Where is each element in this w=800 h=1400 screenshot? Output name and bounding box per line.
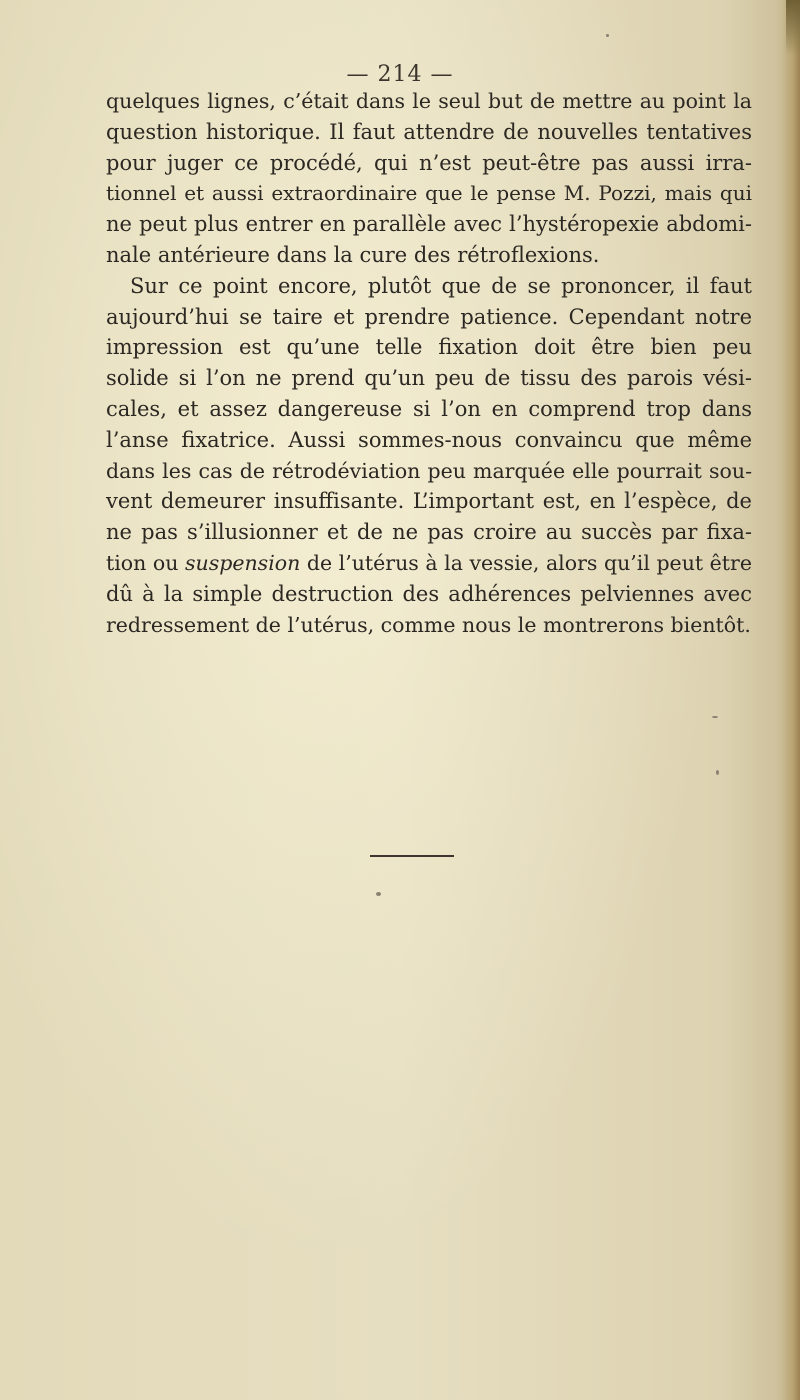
text-line: dans les cas de rétrodéviation peu marquée elle pourrait sou- <box>106 458 752 483</box>
text-line: cales, et assez dangereuse si l’on en comprend trop dans <box>106 396 752 421</box>
text-line: impression est qu’une telle fixation doit être bien peu <box>106 335 752 360</box>
text-line: ne peut plus entrer en parallèle avec l’hystéropexie abdomi- <box>106 212 752 237</box>
text-line: ne pas s’illusionner et de ne pas croire au succès par fixa- <box>106 520 752 545</box>
text-line: aujourd’hui se taire et prendre patience. Cependant notre <box>106 304 752 329</box>
ink-speck <box>376 892 381 896</box>
text-segment: tion ou <box>106 550 179 575</box>
section-divider-rule <box>370 855 454 857</box>
text-line: redressement de l’utérus, comme nous le montrerons bientôt. <box>106 612 751 637</box>
italic-term: suspension <box>184 550 301 575</box>
ink-speck <box>712 716 718 718</box>
ink-speck <box>716 770 719 775</box>
text-line: solide si l’on ne prend qu’un peu de tissu des parois vési- <box>106 366 752 391</box>
ink-speck <box>606 34 609 37</box>
page-corner-mark <box>786 0 800 55</box>
text-segment: de l’utérus à la vessie, alors qu’il peut être <box>306 550 752 575</box>
text-line: dû à la simple destruction des adhérences pelviennes avec <box>106 581 752 606</box>
text-line: vent demeurer insuffisante. L’important est, en l’espèce, de <box>106 489 752 514</box>
page-edge-shadow <box>782 0 800 1400</box>
text-line: pour juger ce procédé, qui n’est peut-être pas aussi irra- <box>106 150 752 175</box>
text-line: quelques lignes, c’était dans le seul but de mettre au point la <box>106 89 752 113</box>
text-line: Sur ce point encore, plutôt que de se prononcer, il faut <box>130 273 752 298</box>
text-line: l’anse fixatrice. Aussi sommes-nous convaincu que même <box>106 427 752 452</box>
body-text <box>106 86 752 640</box>
text-line: nale antérieure dans la cure des rétroflexions. <box>106 242 600 267</box>
text-line-emphasis <box>106 548 752 579</box>
text-line: tionnel et aussi extraordinaire que le pense M. Pozzi, mais qui <box>106 181 752 206</box>
text-line: question historique. Il faut attendre de nouvelles tentatives <box>106 119 752 144</box>
page-number: — 214 — <box>346 62 454 87</box>
